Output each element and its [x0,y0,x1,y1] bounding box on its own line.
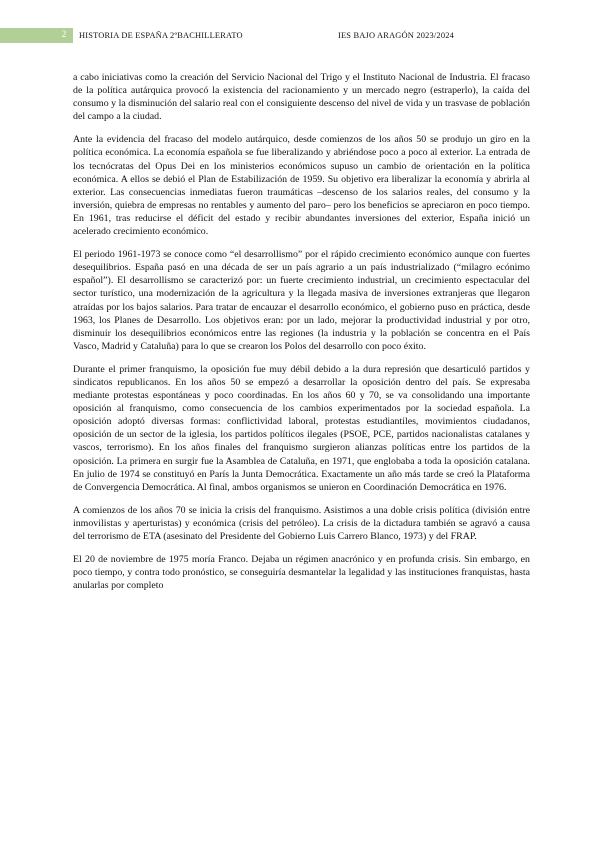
page-number: 2 [61,30,67,40]
paragraph-desarrollismo: El periodo 1961-1973 se conoce como “el desarrollismo” por el rápido crecimiento económico aunque con fuertes desequilibrios. España pasó en una década de ser un país agrario a un país industrializado (“milagro ecónimo español”). El desarrollismo se caracterizó por: un fuerte crecimiento industrial, un crecimiento espectacular del sector turístico, una modernización de la agricultura y la llegada masiva de inversiones extranjeras que llegaron atraídas por los bajos salarios. Para tratar de encauzar el desarrollo económico, el gobierno puso en práctica, desde 1963, los Planes de Desarrollo. Los objetivos eran: por un lado, mejorar la productividad industrial y por otro, disminuir los desequilibrios económicos entre las regiones (la industria y la población se concentra en el País Vasco, Madrid y Cataluña) para lo que se crearon los Polos del desarrollo con poco éxito. [73,249,530,352]
course-title: HISTORIA DE ESPAÑA 2ºBACHILLERATO [79,31,243,40]
page-number-bar [0,28,73,43]
paragraph-oposicion: Durante el primer franquismo, la oposición fue muy débil debido a la dura represión que desarticuló partidos y sindicatos republicanos. En los años 50 se empezó a desarrollar la oposición dentro del país. Se expresaba mediante protestas espontáneas y poco coordinadas. En los años 60 y 70, se va consolidando una importante oposición al franquismo, como consecuencia de los cambios experimentados por la sociedad española. La oposición adoptó diversas formas: conflictividad laboral, protestas estudiantiles, movimientos ciudadanos, oposición de un sector de la iglesia, los partidos políticos ilegales (PSOE, PCE, partidos nacionalistas catalanes y vascos, terrorismo). En los años finales del franquismo surgieron alianzas políticas entre los partidos de la oposición. La primera en surgir fue la Asamblea de Cataluña, en 1971, que englobaba a toda la oposición catalana. En julio de 1974 se constituyó en París la Junta Democrática. Exactamente un año más tarde se creó la Plataforma de Convergencia Democrática. Al final, ambos organismos se unieron en Coordinación Democrática en 1976. [73,363,530,493]
paragraph-plan-estabilizacion: Ante la evidencia del fracaso del modelo autárquico, desde comienzos de los años 50 se produjo un giro en la política económica. La economía española se fue liberalizando y abriéndose poco a poco al exterior. La entrada de los tecnócratas del Opus Dei en los ministerios económicos supuso un cambio de orientación en la política económica. A ellos se debió el Plan de Estabilización de 1959. Su objetivo era liberalizar la economía y abrirla al exterior. Las consecuencias inmediatas fueron traumáticas –descenso de los salarios reales, del consumo y la inversión, quiebra de empresas no rentables y aumento del paro– pero los beneficios se apreciaron en poco tiempo. En 1961, tras reducirse el déficit del estado y recibir abundantes inversiones del exterior, España inició un acelerado crecimiento económico. [73,134,530,238]
document-body [73,71,530,602]
paragraph-crisis-franquismo: A comienzos de los años 70 se inicia la crisis del franquismo. Asistimos a una doble crisis política (división entre inmovilistas y aperturistas) y económica (crisis del petróleo). La crisis de la dictadura también se agravó a causa del terrorismo de ETA (asesinato del Presidente del Gobierno Luis Carrero Blanco, 1973) y del FRAP. [73,504,530,542]
page-header [0,28,600,43]
paragraph-muerte-franco: El 20 de noviembre de 1975 moría Franco. Dejaba un régimen anacrónico y en profunda crisis. Sin embargo, en poco tiempo, y contra todo pronóstico, se conseguiría desmantelar la legalidad y las instituciones franquistas, hasta anularlas por completo [73,554,530,592]
school-title: IES BAJO ARAGÓN 2023/2024 [338,31,454,40]
paragraph-autarquia: a cabo iniciativas como la creación del Servicio Nacional del Trigo y el Instituto Nacional de Industria. El fracaso de la política autárquica provocó la existencia del racionamiento y un mercado negro (estraperlo), la caída del consumo y la disminución del salario real con el consiguiente descenso del nivel de vida y un trasvase de población del campo a la ciudad. [73,72,530,123]
